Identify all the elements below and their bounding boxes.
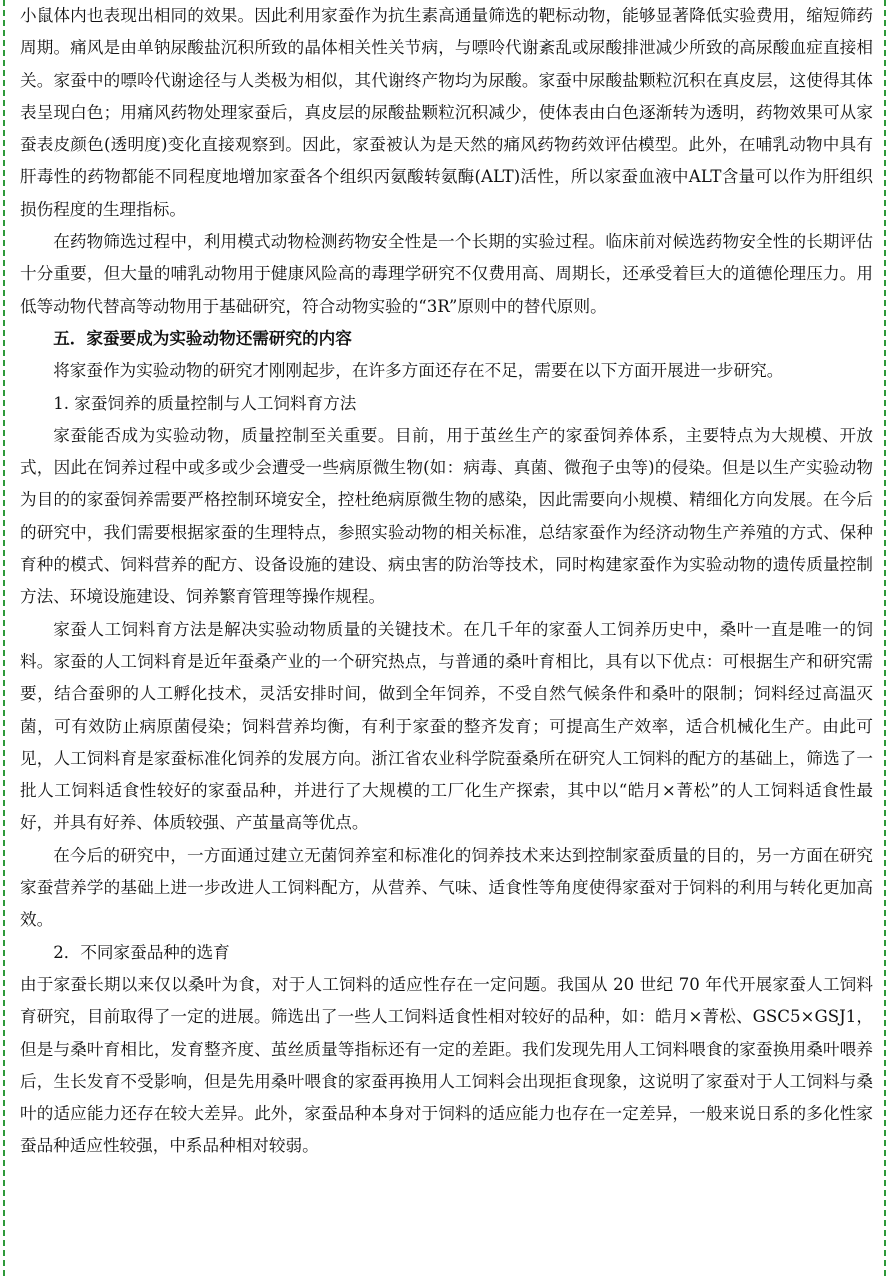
left-dashed-border xyxy=(3,0,5,1276)
subheading-quality-control: 1. 家蚕饲养的质量控制与人工饲料育方法 xyxy=(53,393,357,413)
paragraph-quality-control: 家蚕能否成为实验动物，质量控制至关重要。目前，用于茧丝生产的家蚕饲养体系，主要特点为大规模、开放式，因此在饲养过程中或多或少会遭受一些病原微生物(如：病毒、真菌、微孢子虫等)的侵染。但是以生产实验动物为目的的家蚕饲养需要严格控制环境安全，控杜绝病原微生物的感染，因此需要向小规模、精细化方向发展。在今后的研究中，我们需要根据家蚕的生理特点，参照实验动物的相关标准，总结家蚕作为经济动物生产养殖的方式、保种育种的模式、饲料营养的配方、设备设施的建设、病虫害的防治等技术，同时构建家蚕作为实验动物的遗传质量控制方法、环境设施建设、饲养繁育管理等操作规程。 xyxy=(20,425,873,607)
paragraph-intro-research: 将家蚕作为实验动物的研究才刚刚起步，在许多方面还存在不足，需要在以下方面开展进一步研究。 xyxy=(53,361,784,381)
document-body xyxy=(20,0,873,1163)
right-dashed-border xyxy=(884,0,886,1276)
paragraph-drug-safety: 在药物筛选过程中，利用模式动物检测药物安全性是一个长期的实验过程。临床前对候选药物安全性的长期评估十分重要，但大量的哺乳动物用于健康风险高的毒理学研究不仅费用高、周期长，还承受着巨大的道德伦理压力。用低等动物代替高等动物用于基础研究，符合动物实验的“3R”原则中的替代原则。 xyxy=(20,232,873,316)
subheading-breeding: 2．不同家蚕品种的选育 xyxy=(53,942,230,962)
paragraph-future-research: 在今后的研究中，一方面通过建立无菌饲养室和标准化的饲养技术来达到控制家蚕质量的目的，另一方面在研究家蚕营养学的基础上进一步改进人工饲料配方，从营养、气味、适食性等角度使得家蚕对于饲料的利用与转化更加高效。 xyxy=(20,845,873,930)
section-heading-5: 五．家蚕要成为实验动物还需研究的内容 xyxy=(53,328,352,348)
paragraph-breeding: 由于家蚕长期以来仅以桑叶为食，对于人工饲料的适应性存在一定问题。我国从 20 世纪 70 年代开展家蚕人工饲料育研究，目前取得了一定的进展。筛选出了一些人工饲料适食性相对较好的品种，如：皓月×菁松、GSC5×GSJ1，但是与桑叶育相比，发育整齐度、茧丝质量等指标还有一定的差距。我们发现先用人工饲料喂食的家蚕换用桑叶喂养后，生长发育不受影响，但是先用桑叶喂食的家蚕再换用人工饲料会出现拒食现象，这说明了家蚕对于人工饲料与桑叶的适应能力还存在较大差异。此外，家蚕品种本身对于饲料的适应能力也存在一定差异，一般来说日系的多化性家蚕品种适应性较强，中系品种相对较弱。 xyxy=(20,974,873,1156)
paragraph-artificial-diet: 家蚕人工饲料育方法是解决实验动物质量的关键技术。在几千年的家蚕人工饲养历史中，桑叶一直是唯一的饲料。家蚕的人工饲料育是近年蚕桑产业的一个研究热点，与普通的桑叶育相比，具有以下优点：可根据生产和研究需要，结合蚕卵的人工孵化技术，灵活安排时间，做到全年饲养，不受自然气候条件和桑叶的限制；饲料经过高温灭菌，可有效防止病原菌侵染；饲料营养均衡，有利于家蚕的整齐发育；可提高生产效率，适合机械化生产。由此可见，人工饲料育是家蚕标准化饲养的发展方向。浙江省农业科学院蚕桑所在研究人工饲料的配方的基础上，筛选了一批人工饲料适食性较好的家蚕品种，并进行了大规模的工厂化生产探索，其中以“皓月×菁松”的人工饲料适食性最好，并具有好养、体质较强、产茧量高等优点。 xyxy=(20,619,873,833)
paragraph-gout-model: 小鼠体内也表现出相同的效果。因此利用家蚕作为抗生素高通量筛选的靶标动物，能够显著降低实验费用，缩短筛药周期。痛风是由单钠尿酸盐沉积所致的晶体相关性关节病，与嘌呤代谢紊乱或尿酸排泄减少所致的高尿酸血症直接相关。家蚕中的嘌呤代谢途径与人类极为相似，其代谢终产物均为尿酸。家蚕中尿酸盐颗粒沉积在真皮层，这使得其体表呈现白色；用痛风药物处理家蚕后，真皮层的尿酸盐颗粒沉积减少，使体表由白色逐渐转为透明，药物效果可从家蚕表皮颜色(透明度)变化直接观察到。因此，家蚕被认为是天然的痛风药物药效评估模型。此外，在哺乳动物中具有肝毒性的药物都能不同程度地增加家蚕各个组织丙氨酸转氨酶(ALT)活性，所以家蚕血液中ALT含量可以作为肝组织损伤程度的生理指标。 xyxy=(20,6,873,219)
